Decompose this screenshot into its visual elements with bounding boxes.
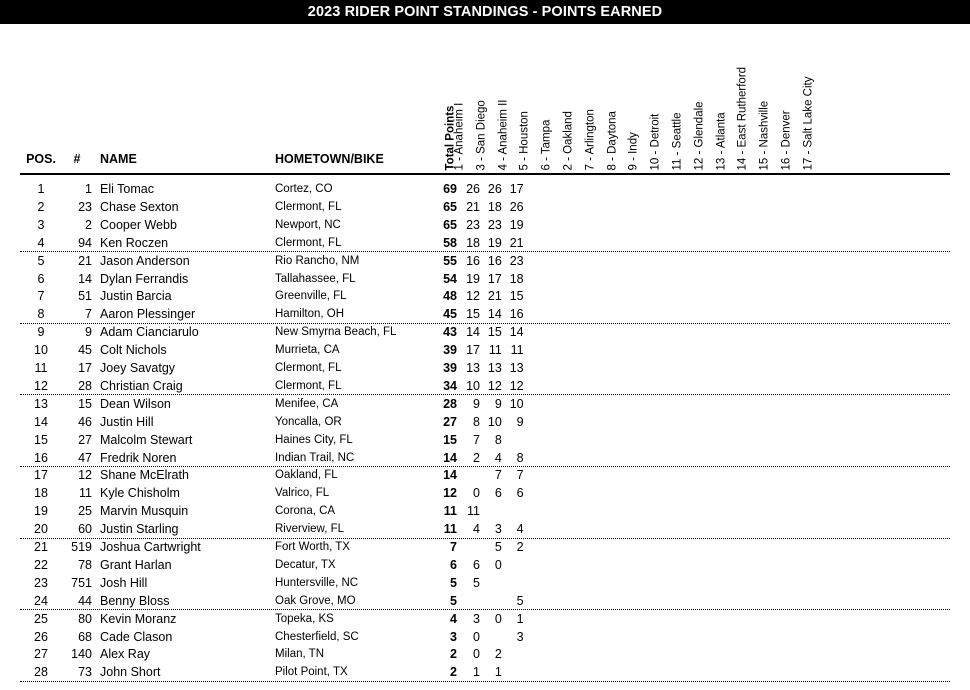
row-number: 45 [78,343,92,358]
row-race-points-3: 19 [509,217,524,232]
row-race-points-1: 17 [466,343,480,358]
row-position: 14 [34,414,48,429]
row-total-points: 34 [443,378,457,393]
row-total-points: 65 [443,217,457,232]
table-row[interactable] [0,323,970,341]
row-number: 25 [78,504,92,519]
row-name: Benny Bloss [100,593,170,608]
column-header-race-13: 13 - Atlanta [715,111,728,170]
column-header-race-2: 3 - San Diego [475,99,488,170]
row-race-points-1: 12 [466,289,480,304]
row-race-points-3: 7 [516,468,524,483]
row-race-points-1: 3 [473,611,480,626]
row-race-points-2: 0 [494,557,502,572]
table-row[interactable] [0,628,970,646]
row-hometown: New Smyrna Beach, FL [275,326,397,339]
row-number: 12 [78,468,92,483]
row-hometown: Oakland, FL [275,469,338,482]
column-header-race-10: 10 - Detroit [649,113,662,170]
column-header-band [0,24,970,170]
row-hometown: Murrieta, CA [275,344,340,357]
row-name: Justin Starling [100,522,179,537]
row-number: 7 [85,307,92,322]
row-name: Justin Hill [100,414,154,429]
row-number: 28 [78,378,92,393]
row-race-points-1: 16 [466,253,480,268]
row-total-points: 27 [443,414,457,429]
row-race-points-2: 4 [494,450,502,465]
row-hometown: Oak Grove, MO [275,594,356,607]
row-name: Cade Clason [100,629,173,644]
row-hometown: Indian Trail, NC [275,451,355,464]
row-total-points: 2 [450,647,457,662]
row-total-points: 2 [450,665,457,680]
row-race-points-2: 21 [487,289,502,304]
row-position: 22 [34,557,48,572]
row-race-points-2: 2 [494,647,502,662]
table-row[interactable] [0,270,970,288]
row-number: 51 [78,289,92,304]
row-name: Chase Sexton [100,199,179,214]
row-name: Eli Tomac [100,182,154,196]
row-total-points: 14 [443,468,457,483]
column-header-race-3: 4 - Anaheim II [497,99,510,170]
table-row[interactable] [0,341,970,359]
row-race-points-3: 26 [509,199,524,214]
table-row[interactable] [0,395,970,413]
row-race-points-3: 11 [510,343,524,358]
column-header-race-4: 5 - Houston [518,110,531,170]
row-total-points: 39 [443,361,457,375]
row-name: Grant Harlan [100,557,172,572]
table-row[interactable] [0,484,970,502]
row-number: 47 [78,450,92,465]
row-race-points-3: 15 [509,289,524,304]
column-header-race-8: 8 - Daytona [606,110,619,170]
column-header-race-1: 1 - Anaheim I [453,102,466,170]
row-race-points-3: 8 [516,450,524,465]
table-row[interactable] [0,413,970,431]
row-total-points: 12 [443,486,457,501]
page-title-banner [0,0,970,24]
table-row[interactable] [0,592,970,610]
row-race-points-1: 2 [473,450,480,465]
column-header-name: NAME [100,152,137,166]
row-position: 4 [37,235,45,250]
row-race-points-1: 23 [466,217,480,232]
row-position: 2 [37,199,45,214]
row-name: John Short [100,665,161,680]
row-race-points-1: 7 [473,432,480,447]
row-position: 9 [37,325,45,340]
table-row[interactable] [0,663,970,681]
row-position: 3 [37,217,45,232]
row-total-points: 45 [443,307,457,322]
column-header-number: # [73,152,81,166]
row-number: 27 [78,432,92,447]
row-position: 6 [37,271,45,286]
table-row[interactable] [0,431,970,449]
row-total-points: 6 [450,557,457,572]
row-position: 26 [34,629,48,644]
row-number: 140 [71,647,92,662]
row-name: Jason Anderson [100,253,190,268]
table-row[interactable] [0,234,970,252]
row-race-points-2: 12 [487,378,502,393]
row-name: Ken Roczen [100,235,169,250]
row-number: 9 [85,325,92,340]
column-header-hometown: HOMETOWN/BIKE [275,152,384,166]
row-number: 73 [78,665,92,680]
row-number: 2 [85,217,92,232]
row-race-points-3: 23 [509,253,524,268]
table-row[interactable] [0,466,970,484]
row-total-points: 65 [443,199,457,214]
row-position: 24 [34,593,48,608]
table-row[interactable] [0,287,970,305]
row-number: 17 [78,361,92,375]
column-header-race-9: 9 - Indy [627,131,640,170]
row-hometown: Clermont, FL [275,200,342,213]
row-name: Joshua Cartwright [100,540,201,554]
row-hometown: Clermont, FL [275,362,342,374]
row-race-points-1: 11 [467,504,480,519]
row-name: Alex Ray [100,647,151,662]
row-hometown: Pilot Point, TX [275,666,348,679]
row-name: Malcolm Stewart [100,432,193,447]
row-race-points-1: 8 [473,414,480,429]
table-row[interactable] [0,180,970,198]
table-row[interactable] [0,645,970,663]
table-row[interactable] [0,252,970,270]
row-hometown: Haines City, FL [275,433,353,446]
row-race-points-2: 18 [487,199,502,214]
row-race-points-3: 16 [509,307,524,322]
row-race-points-1: 1 [473,665,480,680]
row-number: 519 [71,540,92,554]
row-race-points-1: 15 [466,307,480,322]
row-name: Josh Hill [100,575,148,590]
column-header-race-12: 12 - Glendale [693,100,706,170]
row-name: Christian Craig [100,378,183,393]
table-row[interactable] [0,198,970,216]
column-header-pos: POS. [26,152,56,166]
row-name: Aaron Plessinger [100,307,196,322]
row-hometown: Valrico, FL [275,487,330,500]
row-race-points-2: 7 [494,468,502,483]
row-hometown: Clermont, FL [275,236,342,249]
row-name: Cooper Webb [100,217,177,232]
row-hometown: Hamilton, OH [275,308,345,321]
row-race-points-3: 5 [516,593,524,608]
row-race-points-2: 13 [487,361,502,375]
row-number: 23 [78,199,92,214]
column-header-race-11: 11 - Seattle [671,112,684,170]
row-name: Marvin Musquin [100,504,189,519]
row-race-points-1: 4 [473,522,480,537]
row-position: 1 [37,182,45,196]
row-name: Adam Cianciarulo [100,325,199,340]
row-race-points-3: 10 [509,396,524,411]
row-race-points-3: 12 [509,378,524,393]
row-total-points: 7 [450,540,457,554]
row-hometown: Huntersville, NC [275,576,359,589]
row-hometown: Greenville, FL [275,290,347,303]
row-position: 5 [37,253,45,268]
row-race-points-2: 16 [487,253,502,268]
row-total-points: 15 [443,432,457,447]
table-row[interactable] [0,377,970,395]
row-position: 17 [34,468,48,483]
row-number: 44 [78,593,92,608]
row-race-points-3: 6 [516,486,524,501]
row-total-points: 54 [443,271,457,286]
row-race-points-3: 17 [509,182,524,196]
row-total-points: 3 [450,629,457,644]
row-race-points-3: 2 [516,540,524,554]
row-total-points: 11 [443,522,457,537]
table-row[interactable] [0,538,970,556]
table-row[interactable] [0,216,970,234]
row-name: Fredrik Noren [100,450,177,465]
row-race-points-1: 21 [466,199,480,214]
row-race-points-2: 15 [487,325,502,340]
row-hometown: Riverview, FL [275,523,345,536]
row-hometown: Cortez, CO [275,183,333,195]
row-position: 23 [34,575,48,590]
row-name: Justin Barcia [100,289,172,304]
row-total-points: 11 [443,504,457,519]
row-race-points-2: 9 [494,396,502,411]
row-name: Kyle Chisholm [100,486,180,501]
row-name: Joey Savatgy [100,361,176,375]
row-race-points-1: 5 [473,575,480,590]
row-race-points-1: 0 [473,486,480,501]
column-header-race-5: 6 - Tampa [540,119,553,170]
column-header-total-points: Total Points [444,105,457,170]
row-number: 60 [78,522,92,537]
row-race-points-3: 14 [509,325,524,340]
row-position: 8 [37,307,45,322]
table-row[interactable] [0,305,970,323]
row-number: 80 [78,611,92,626]
row-number: 1 [85,182,92,196]
row-total-points: 4 [450,611,457,626]
row-name: Colt Nichols [100,343,167,358]
row-race-points-2: 1 [494,665,502,680]
row-hometown: Rio Rancho, NM [275,254,360,267]
row-total-points: 39 [443,343,457,358]
row-number: 68 [78,629,92,644]
group-divider-rule [20,681,950,682]
row-race-points-2: 8 [494,432,502,447]
row-race-points-1: 18 [466,235,480,250]
row-total-points: 43 [443,325,457,340]
row-race-points-2: 6 [494,486,502,501]
row-position: 7 [37,289,45,304]
row-race-points-3: 1 [516,611,524,626]
row-race-points-3: 3 [516,629,524,644]
table-row[interactable] [0,556,970,574]
column-header-race-17: 17 - Salt Lake City [802,76,815,170]
row-position: 25 [34,611,48,626]
column-header-race-6: 2 - Oakland [562,110,575,170]
column-header-race-7: 7 - Arlington [584,108,597,170]
row-position: 12 [34,378,48,393]
row-race-points-2: 5 [494,540,502,554]
row-number: 78 [78,557,92,572]
row-race-points-2: 10 [487,414,502,429]
row-race-points-3: 9 [516,414,524,429]
table-row[interactable] [0,449,970,467]
row-name: Dean Wilson [100,396,171,411]
row-number: 94 [78,235,92,250]
row-hometown: Menifee, CA [275,397,339,410]
row-hometown: Topeka, KS [275,612,334,625]
row-hometown: Corona, CA [275,505,336,518]
row-number: 14 [78,271,92,286]
row-hometown: Newport, NC [275,218,341,231]
row-number: 15 [78,396,92,411]
row-position: 15 [34,432,48,447]
row-race-points-3: 4 [516,522,524,537]
row-race-points-2: 14 [487,307,502,322]
row-position: 11 [34,361,48,375]
row-race-points-2: 0 [494,611,502,626]
row-position: 20 [34,522,48,537]
column-header-race-14: 14 - East Rutherford [736,66,749,170]
row-hometown: Fort Worth, TX [275,541,350,553]
row-race-points-1: 0 [473,647,480,662]
column-header-race-15: 15 - Nashville [758,100,771,170]
row-name: Shane McElrath [100,468,189,483]
row-race-points-1: 19 [466,271,480,286]
row-total-points: 58 [443,235,457,250]
row-race-points-1: 26 [466,182,480,196]
row-number: 11 [79,486,92,501]
row-name: Dylan Ferrandis [100,271,189,286]
row-race-points-2: 19 [487,235,502,250]
row-race-points-1: 9 [473,396,480,411]
row-race-points-3: 18 [509,271,524,286]
row-hometown: Milan, TN [275,648,324,661]
row-position: 16 [34,450,48,465]
row-race-points-1: 0 [473,629,480,644]
table-row[interactable] [0,574,970,592]
row-position: 10 [34,343,48,358]
row-hometown: Chesterfield, SC [275,630,359,643]
row-position: 21 [34,540,48,554]
header-divider-rule [20,173,950,175]
row-position: 27 [34,647,48,662]
row-race-points-2: 3 [494,522,502,537]
table-row[interactable] [0,359,970,377]
row-position: 28 [34,665,48,680]
standings-table [0,24,970,690]
row-number: 751 [71,575,92,590]
row-name: Kevin Moranz [100,611,177,626]
table-row[interactable] [0,610,970,628]
row-hometown: Clermont, FL [275,379,342,392]
row-race-points-1: 14 [466,325,480,340]
table-row[interactable] [0,502,970,520]
row-race-points-1: 10 [466,378,480,393]
row-total-points: 69 [443,182,457,196]
row-race-points-1: 6 [473,557,480,572]
row-position: 13 [34,396,48,411]
row-race-points-2: 11 [488,343,502,358]
row-hometown: Decatur, TX [275,558,336,571]
row-hometown: Tallahassee, FL [275,272,356,285]
row-position: 19 [34,504,48,519]
row-race-points-3: 21 [509,235,524,250]
row-total-points: 14 [443,450,457,465]
row-total-points: 48 [443,289,457,304]
row-number: 21 [78,253,92,268]
row-number: 46 [78,414,92,429]
row-hometown: Yoncalla, OR [275,415,342,428]
row-race-points-1: 13 [466,361,480,375]
row-total-points: 28 [443,396,457,411]
page-title: 2023 RIDER POINT STANDINGS - POINTS EARNED [307,4,663,20]
column-header-race-16: 16 - Denver [780,109,793,170]
row-race-points-2: 23 [487,217,502,232]
row-race-points-3: 13 [509,361,524,375]
table-row[interactable] [0,520,970,538]
row-total-points: 55 [443,253,457,268]
row-race-points-2: 17 [487,271,502,286]
row-total-points: 5 [450,593,457,608]
row-position: 18 [34,486,48,501]
row-race-points-2: 26 [487,182,502,196]
row-total-points: 5 [450,575,457,590]
